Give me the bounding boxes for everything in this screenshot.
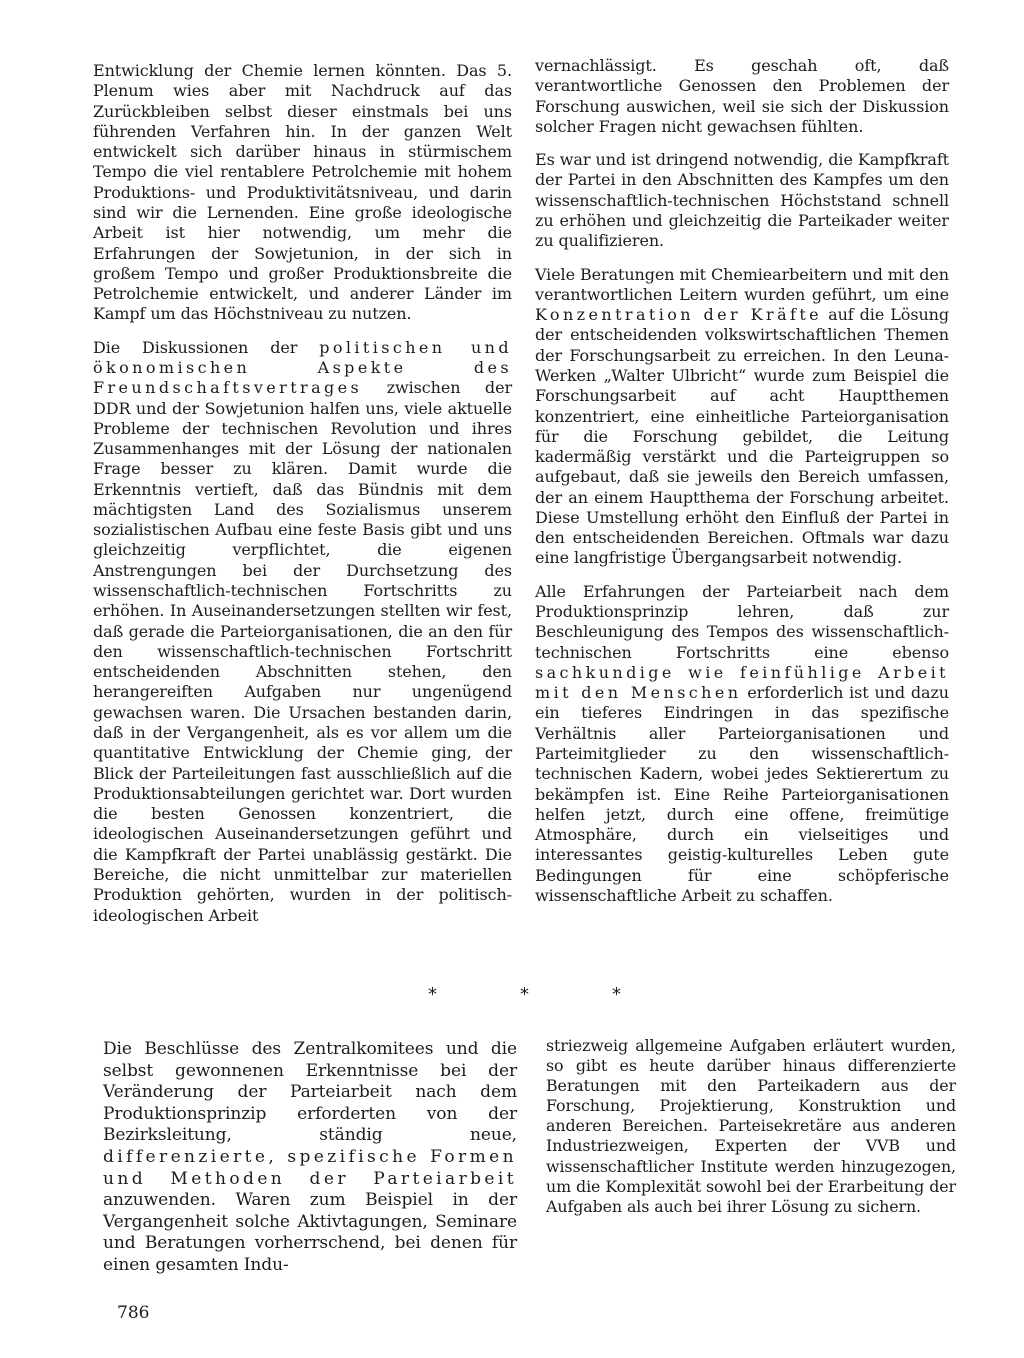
section-separator bbox=[0, 982, 1024, 1008]
paragraph: Alle Erfahrungen der Parteiarbeit nach dem Produktionsprinzip lehren, daß zur Beschleunigung des Tempos des wissenschaftlich-technischen Fortschritts eine ebenso sachkundige wie feinfühlige Arbeit mit den Menschen erforderlich ist und dazu ein tieferes Eindringen in das spezifische Verhältnis aller Parteiorganisationen und Parteimitglieder zu den wissenschaftlich-technischen Kadern, wobei jedes Sektierertum zu bekämpfen ist. Eine Reihe Parteiorganisationen helfen jetzt, durch eine offene, freimütige Atmosphäre, durch ein vielseitiges und interessantes geistig-kulturelles Leben gute Bedingungen für eine schöpferische wissenschaftliche Arbeit zu schaffen. bbox=[535, 581, 949, 905]
text-column-left-top bbox=[93, 61, 512, 939]
text-column-right-bottom bbox=[546, 1036, 956, 1230]
paragraph: vernachlässigt. Es geschah oft, daß verantwortliche Genossen den Problemen der Forschung auswichen, weil sie sich der Diskussion solcher Fragen nicht gewachsen fühlten. bbox=[535, 56, 949, 136]
paragraph: Viele Beratungen mit Chemiearbeitern und mit den verantwortlichen Leitern wurden geführt, um eine Konzentration der Kräfte auf die Lösung der entscheidenden volkswirtschaftlichen Themen der Forschungsarbeit zu erreichen. In den Leuna-Werken „Walter Ulbricht“ wurde zum Beispiel die Forschungsarbeit auf acht Hauptthemen konzentriert, eine einheitliche Parteiorganisation für die Forschung gebildet, die Leitung kadermäßig verstärkt und die Parteigruppen so aufgebaut, daß sie jeweils den Bereich umfassen, der an einem Hauptthema der Forschung arbeitet. Diese Umstellung erhöht den Einfluß der Partei in den entscheidenden Bereichen. Oftmals war dazu eine langfristige Übergangsarbeit notwendig. bbox=[535, 264, 949, 568]
star-icon: * bbox=[520, 984, 529, 1005]
page-number: 786 bbox=[117, 1303, 150, 1323]
emphasized-text: Konzentration der Kräfte bbox=[535, 305, 823, 325]
emphasized-text: politischen und ökonomischen Aspekte des Freundschaftsvertrages bbox=[93, 337, 512, 398]
emphasized-text: differenzierte, spezifische Formen und Methoden der Parteiarbeit bbox=[103, 1147, 517, 1189]
paragraph: striezweig allgemeine Aufgaben erläutert wurden, so gibt es heute darüber hinaus differenzierte Beratungen mit den Parteikadern aus der Forschung, Projektierung, Konstruktion und anderen Bereichen. Parteisekretäre aus anderen Industriezweigen, Experten der VVB und wissenschaftlicher Institute werden hinzugezogen, um die Komplexität sowohl bei der Erarbeitung der Aufgaben als auch bei ihrer Lösung zu sichern. bbox=[546, 1036, 956, 1216]
paragraph: Es war und ist dringend notwendig, die Kampfkraft der Partei in den Abschnitten des Kampfes um den wissenschaftlich-technischen Höchststand schnell zu erhöhen und gleichzeitig die Parteikader weiter zu qualifizieren. bbox=[535, 150, 949, 251]
text-column-right-top bbox=[535, 56, 949, 919]
text-column-left-bottom bbox=[103, 1039, 517, 1290]
star-icon: * bbox=[612, 984, 621, 1005]
paragraph: Entwicklung der Chemie lernen könnten. Das 5. Plenum wies aber mit Nachdruck auf das Zurückbleiben selbst dieser einstmals bei uns führenden Verfahren hin. In der ganzen Welt entwickelt sich darüber hinaus in stürmischem Tempo die viel rentablere Petrolchemie mit hohem Produktions- und Produktivitätsniveau, und darin sind wir die Lernenden. Eine große ideologische Arbeit ist hier notwendig, um mehr die Erfahrungen der Sowjetunion, in der sich in großem Tempo und großer Produktionsbreite die Petrolchemie entwickelt, und anderer Länder im Kampf um das Höchstniveau zu nutzen. bbox=[93, 61, 512, 324]
emphasized-text: sachkundige wie feinfühlige Arbeit mit den Menschen bbox=[535, 662, 949, 703]
paragraph: Die Beschlüsse des Zentralkomitees und die selbst gewonnenen Erkenntnisse bei der Veränderung der Parteiarbeit nach dem Produktionsprinzip erforderten von der Bezirksleitung, ständig neue, differenzierte, spezifische Formen und Methoden der Parteiarbeit anzuwenden. Waren zum Beispiel in der Vergangenheit solche Aktivtagungen, Seminare und Beratungen vorherrschend, bei denen für einen gesamten Indu- bbox=[103, 1039, 517, 1276]
paragraph: Die Diskussionen der politischen und ökonomischen Aspekte des Freundschaftsvertrages zwischen der DDR und der Sowjetunion halfen uns, viele aktuelle Probleme der technischen Revolution und ihres Zusammenhanges mit der Lösung der nationalen Frage besser zu klären. Damit wurde die Erkenntnis vertieft, daß das Bündnis mit dem mächtigsten Land des Sozialismus unserem sozialistischen Aufbau eine feste Basis gibt und uns gleichzeitig verpflichtet, die eigenen Anstrengungen bei der Durchsetzung des wissenschaftlich-technischen Fortschritts zu erhöhen. In Auseinandersetzungen stellten wir fest, daß gerade die Parteiorganisationen, die an den für den wissenschaftlich-technischen Fortschritt entscheidenden Abschnitten stehen, den herangereiften Aufgaben nur ungenügend gewachsen waren. Die Ursachen bestanden darin, daß in der Vergangenheit, als es vor allem um die quantitative Entwicklung der Chemie ging, der Blick der Parteileitungen fast ausschließlich auf die Produktionsabteilungen gerichtet war. Dort wurden die besten Genossen konzentriert, die ideologischen Auseinandersetzungen geführt und die Kampfkraft der Partei unablässig gestärkt. Die Bereiche, die nicht unmittelbar zur materiellen Produktion gehörten, wurden in der politisch-ideologischen Arbeit bbox=[93, 337, 512, 925]
star-icon: * bbox=[428, 984, 437, 1005]
